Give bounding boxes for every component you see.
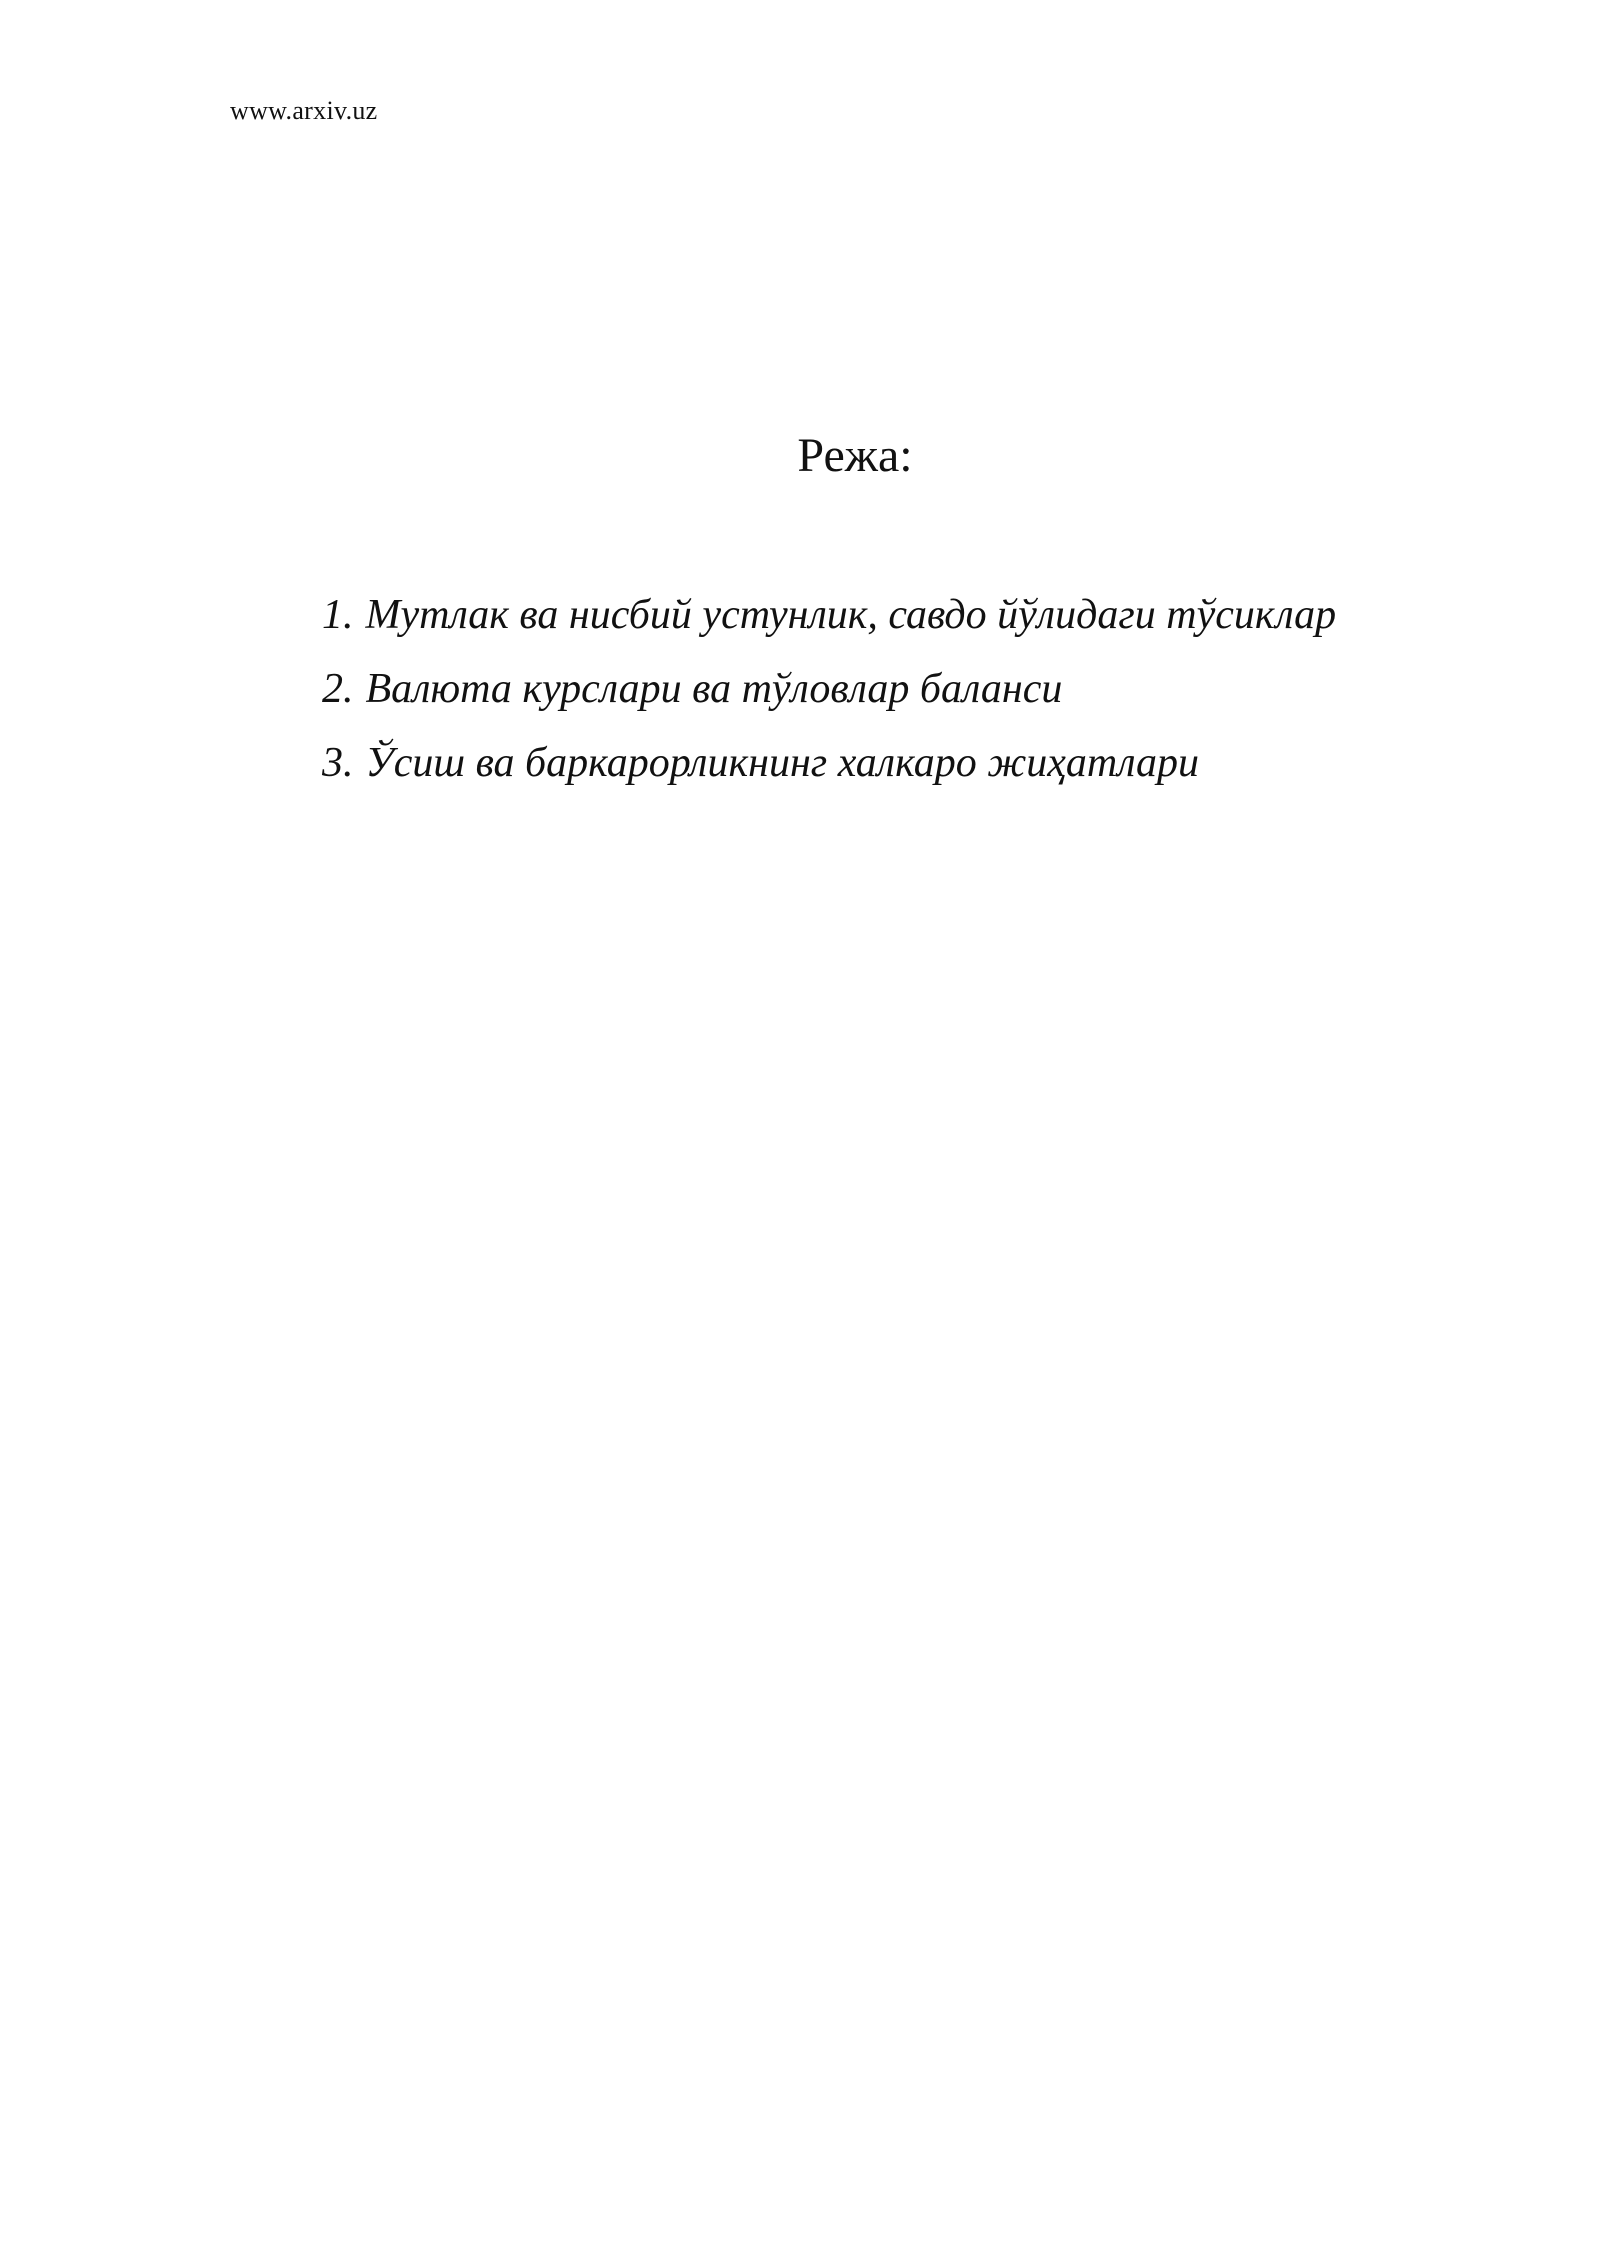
plan-item-text: Ўсиш ва баркарорликнинг халкаро жиҳатлари <box>365 740 1200 786</box>
plan-item-text: Валюта курслари ва тўловлар баланси <box>365 666 1063 712</box>
plan-item-number: 1. <box>322 592 354 638</box>
page-title <box>0 428 1600 484</box>
header-url: www.arxiv.uz <box>230 96 378 125</box>
plan-list <box>322 590 1336 812</box>
page-title-text: Режа: <box>797 429 913 482</box>
plan-item-text: Мутлак ва нисбий устунлик, савдо йўлидаги тўсиклар <box>365 592 1337 638</box>
plan-item-1 <box>322 590 1336 640</box>
plan-item-number: 3. <box>322 740 354 786</box>
plan-item-number: 2. <box>322 666 354 712</box>
plan-item-2 <box>322 664 1336 714</box>
plan-item-3 <box>322 738 1336 788</box>
